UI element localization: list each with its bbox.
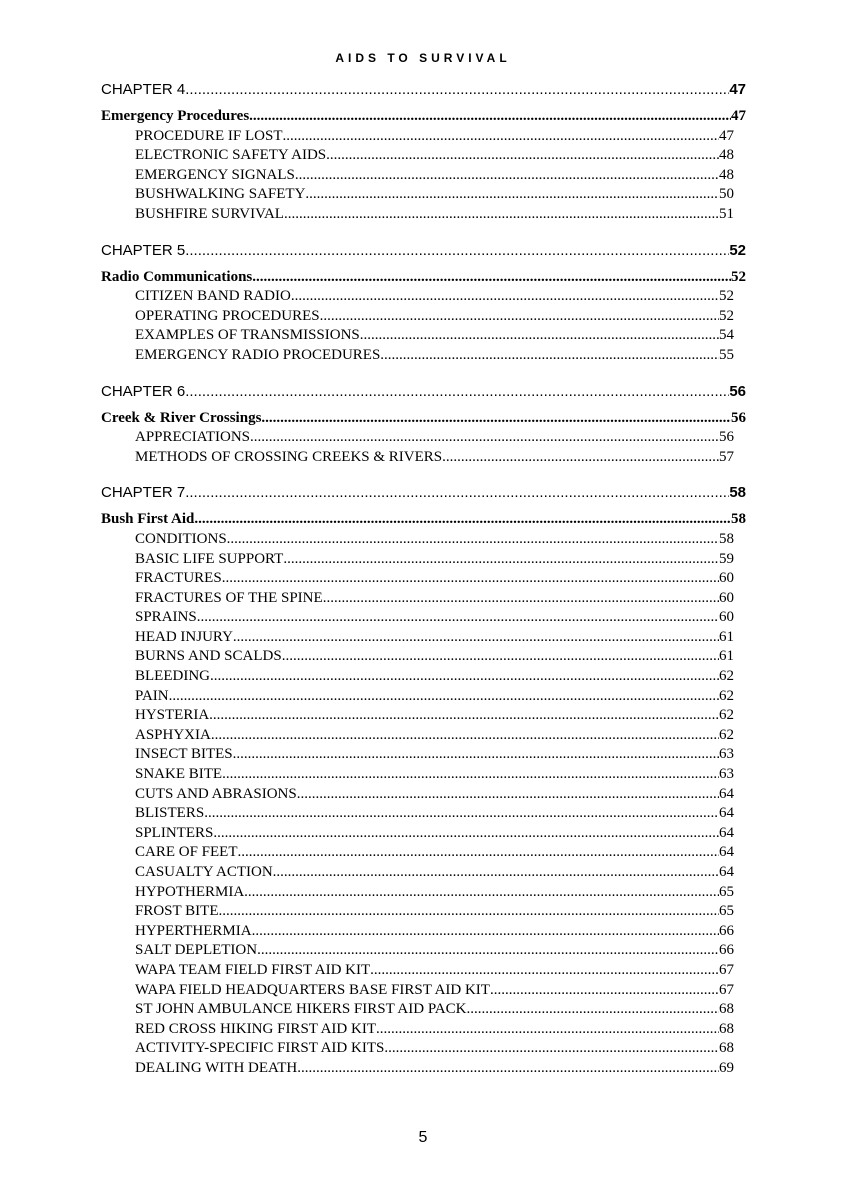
toc-chapter[interactable]	[101, 382, 746, 402]
toc-entry[interactable]	[135, 608, 734, 628]
toc-entry-page: 64	[719, 785, 734, 802]
toc-entry[interactable]	[135, 326, 734, 346]
toc-entry-page: 58	[719, 530, 734, 547]
toc-entry-title: BUSHWALKING SAFETY	[135, 186, 306, 203]
toc-entry[interactable]	[135, 902, 734, 922]
dot-leader	[204, 804, 719, 824]
dot-leader	[185, 241, 729, 261]
toc-entry-title: METHODS OF CROSSING CREEKS & RIVERS	[135, 448, 443, 465]
dot-leader	[320, 307, 719, 327]
toc-entry-page: 62	[719, 707, 734, 724]
toc-chapter-page: 56	[729, 382, 746, 400]
toc-entry[interactable]	[135, 824, 734, 844]
toc-entry-title: BASIC LIFE SUPPORT	[135, 550, 284, 567]
toc-entry-page: 47	[719, 127, 734, 144]
toc-entry-page: 64	[719, 805, 734, 822]
toc-chapter-page: 47	[729, 81, 746, 98]
toc-entry[interactable]	[135, 307, 734, 327]
toc-entry[interactable]	[135, 127, 734, 147]
dot-leader	[326, 146, 719, 166]
toc-entry-page: 67	[719, 981, 734, 998]
toc-entry-page: 61	[719, 628, 734, 645]
dot-leader	[284, 205, 719, 225]
dot-leader	[261, 409, 731, 429]
dot-leader	[185, 80, 729, 100]
toc-entry-title: EMERGENCY SIGNALS	[135, 166, 295, 183]
toc-entry-page: 48	[719, 147, 734, 164]
toc-entry-title: HEAD INJURY	[135, 628, 233, 645]
toc-entry-title: EMERGENCY RADIO PROCEDURES	[135, 346, 381, 363]
toc-entry[interactable]	[135, 1020, 734, 1040]
toc-entry-title: FROST BITE	[135, 903, 219, 920]
toc-entry[interactable]	[135, 287, 734, 307]
toc-entry-title: INSECT BITES	[135, 746, 233, 763]
toc-entry-page: 62	[719, 726, 734, 743]
toc-entry[interactable]	[135, 667, 734, 687]
dot-leader	[283, 550, 719, 570]
dot-leader	[185, 382, 729, 402]
toc-entry[interactable]	[135, 883, 734, 903]
toc-entry[interactable]	[135, 146, 734, 166]
toc-section-page: 52	[731, 268, 746, 285]
toc-section-page: 47	[731, 108, 746, 124]
dot-leader	[282, 647, 719, 667]
toc-entry[interactable]	[135, 765, 734, 785]
dot-leader	[252, 268, 731, 288]
dot-leader	[169, 687, 719, 707]
dot-leader	[380, 346, 719, 366]
toc-entry-title: OPERATING PROCEDURES	[135, 307, 320, 324]
toc-entry-page: 68	[719, 1040, 734, 1057]
toc-chapter[interactable]	[101, 80, 746, 100]
toc-section-page: 58	[731, 511, 746, 528]
toc-entry-title: ACTIVITY-SPECIFIC FIRST AID KITS	[135, 1040, 385, 1057]
toc-entry-title: BURNS AND SCALDS	[135, 648, 282, 665]
toc-entry[interactable]	[135, 1000, 734, 1020]
toc-entry-title: HYSTERIA	[135, 707, 210, 724]
toc-entry[interactable]	[135, 706, 734, 726]
toc-section-title: Creek & River Crossings	[101, 409, 262, 426]
toc-entry-title: SPRAINS	[135, 609, 197, 626]
toc-entry-page: 63	[719, 766, 734, 783]
toc-entry-page: 67	[719, 961, 734, 978]
dot-leader	[295, 166, 719, 186]
toc-entry-title: CARE OF FEET	[135, 844, 238, 861]
toc-entry-title: CITIZEN BAND RADIO	[135, 288, 291, 305]
dot-leader	[384, 1039, 719, 1059]
dot-leader	[257, 941, 719, 961]
toc-entry[interactable]	[135, 346, 734, 366]
toc-entry-title: BLISTERS	[135, 805, 205, 822]
dot-leader	[297, 785, 719, 805]
toc-entry-page: 56	[719, 429, 734, 446]
dot-leader	[219, 902, 720, 922]
toc-entry[interactable]	[135, 530, 734, 550]
toc-entry-title: HYPOTHERMIA	[135, 883, 245, 900]
toc-section-title: Radio Communications	[101, 268, 253, 285]
toc-entry-page: 65	[719, 903, 734, 920]
toc-section[interactable]	[101, 107, 746, 127]
toc-entry-page: 57	[719, 448, 734, 465]
dot-leader	[194, 510, 731, 530]
table-of-contents	[101, 80, 746, 1079]
toc-entry[interactable]	[135, 922, 734, 942]
toc-entry[interactable]	[135, 1059, 734, 1079]
toc-entry[interactable]	[135, 687, 734, 707]
toc-entry-page: 69	[719, 1059, 734, 1076]
dot-leader	[250, 428, 719, 448]
toc-entry-title: ST JOHN AMBULANCE HIKERS FIRST AID PACK	[135, 1001, 467, 1018]
toc-section-title: Bush First Aid	[101, 511, 195, 528]
toc-entry-page: 62	[719, 687, 734, 704]
toc-entry-title: CONDITIONS	[135, 530, 227, 547]
toc-section[interactable]	[101, 409, 746, 429]
toc-entry-title: SPLINTERS	[135, 824, 214, 841]
toc-entry[interactable]	[135, 647, 734, 667]
toc-entry-page: 64	[719, 844, 734, 861]
dot-leader	[305, 185, 719, 205]
toc-entry-title: DEALING WITH DEATH	[135, 1059, 298, 1076]
dot-leader	[297, 1059, 719, 1079]
toc-entry[interactable]	[135, 569, 734, 589]
toc-entry-page: 68	[719, 1020, 734, 1037]
toc-entry[interactable]	[135, 1039, 734, 1059]
toc-entry[interactable]	[135, 745, 734, 765]
toc-entry[interactable]	[135, 205, 734, 225]
dot-leader	[370, 961, 719, 981]
toc-entry[interactable]	[135, 448, 734, 468]
toc-entry-page: 50	[719, 186, 734, 203]
toc-chapter-page: 52	[729, 241, 746, 259]
toc-entry-page: 52	[719, 288, 734, 305]
dot-leader	[360, 326, 719, 346]
toc-entry-page: 62	[719, 668, 734, 685]
toc-entry[interactable]	[135, 941, 734, 961]
toc-entry-title: EXAMPLES OF TRANSMISSIONS	[135, 327, 360, 344]
toc-entry-title: SALT DEPLETION	[135, 942, 258, 959]
toc-entry-title: CUTS AND ABRASIONS	[135, 785, 297, 802]
dot-leader	[490, 981, 719, 1001]
dot-leader	[233, 745, 719, 765]
toc-chapter[interactable]	[101, 483, 746, 503]
toc-entry-page: 66	[719, 922, 734, 939]
toc-entry-title: RED CROSS HIKING FIRST AID KIT	[135, 1020, 376, 1037]
toc-section-title: Emergency Procedures	[101, 108, 250, 124]
page-number: 5	[418, 1129, 428, 1146]
dot-leader	[244, 883, 719, 903]
toc-entry-page: 65	[719, 883, 734, 900]
toc-entry-page: 48	[719, 166, 734, 183]
toc-entry-title: PAIN	[135, 687, 169, 704]
toc-entry-page: 60	[719, 570, 734, 587]
dot-leader	[238, 843, 719, 863]
dot-leader	[209, 706, 719, 726]
toc-entry[interactable]	[135, 785, 734, 805]
toc-entry-title: ELECTRONIC SAFETY AIDS	[135, 147, 327, 164]
toc-entry[interactable]	[135, 550, 734, 570]
toc-entry-page: 60	[719, 609, 734, 626]
toc-entry-title: APPRECIATIONS	[135, 429, 251, 446]
dot-leader	[376, 1020, 719, 1040]
toc-entry-title: SNAKE BITE	[135, 766, 223, 783]
toc-entry-title: BLEEDING	[135, 668, 210, 685]
toc-entry-title: FRACTURES OF THE SPINE	[135, 589, 323, 606]
toc-entry-page: 61	[719, 648, 734, 665]
toc-entry[interactable]	[135, 166, 734, 186]
toc-entry-page: 66	[719, 942, 734, 959]
dot-leader	[442, 448, 719, 468]
toc-section[interactable]	[101, 510, 746, 530]
dot-leader	[211, 726, 719, 746]
dot-leader	[233, 628, 719, 648]
running-header: AIDS TO SURVIVAL	[335, 51, 511, 65]
dot-leader	[185, 483, 729, 503]
toc-entry-page: 52	[719, 307, 734, 324]
toc-entry[interactable]	[135, 589, 734, 609]
toc-entry-title: CASUALTY ACTION	[135, 864, 273, 880]
toc-entry[interactable]	[135, 428, 734, 448]
dot-leader	[227, 530, 719, 550]
dot-leader	[222, 569, 719, 589]
dot-leader	[291, 287, 719, 307]
toc-chapter-title: CHAPTER 5	[101, 241, 186, 259]
toc-entry[interactable]	[135, 804, 734, 824]
toc-entry-page: 54	[719, 327, 734, 344]
toc-chapter-title: CHAPTER 7	[101, 484, 186, 502]
toc-entry[interactable]	[135, 961, 734, 981]
dot-leader	[283, 127, 719, 147]
dot-leader	[210, 667, 719, 687]
toc-entry[interactable]	[135, 185, 734, 205]
toc-chapter-page: 58	[729, 484, 746, 502]
dot-leader	[213, 824, 719, 844]
dot-leader	[249, 107, 731, 127]
toc-chapter-title: CHAPTER 4	[101, 81, 186, 98]
toc-entry-page: 64	[719, 864, 734, 880]
toc-entry-title: WAPA FIELD HEADQUARTERS BASE FIRST AID KIT	[135, 981, 490, 998]
toc-chapter-title: CHAPTER 6	[101, 382, 186, 400]
toc-entry-title: PROCEDURE IF LOST	[135, 127, 283, 144]
dot-leader	[466, 1000, 719, 1020]
toc-entry[interactable]	[135, 843, 734, 863]
toc-section-page: 56	[731, 409, 746, 426]
dot-leader	[197, 608, 719, 628]
toc-entry-title: ASPHYXIA	[135, 726, 211, 743]
toc-chapter[interactable]	[101, 241, 746, 261]
toc-entry-page: 59	[719, 550, 734, 567]
toc-entry[interactable]	[135, 726, 734, 746]
toc-entry[interactable]	[135, 981, 734, 1001]
toc-entry-page: 55	[719, 346, 734, 363]
toc-entry-page: 60	[719, 589, 734, 606]
toc-entry[interactable]	[135, 628, 734, 648]
dot-leader	[323, 589, 719, 609]
dot-leader	[252, 922, 719, 942]
toc-section[interactable]	[101, 268, 746, 288]
toc-entry-title: BUSHFIRE SURVIVAL	[135, 205, 284, 222]
toc-entry-title: WAPA TEAM FIELD FIRST AID KIT	[135, 961, 371, 978]
toc-entry-page: 68	[719, 1001, 734, 1018]
toc-entry-title: HYPERTHERMIA	[135, 922, 252, 939]
toc-entry-page: 63	[719, 746, 734, 763]
toc-entry-page: 64	[719, 824, 734, 841]
toc-entry-page: 51	[719, 205, 734, 222]
toc-entry[interactable]	[135, 863, 734, 883]
toc-entry-title: FRACTURES	[135, 570, 222, 587]
dot-leader	[273, 863, 719, 883]
dot-leader	[222, 765, 719, 785]
